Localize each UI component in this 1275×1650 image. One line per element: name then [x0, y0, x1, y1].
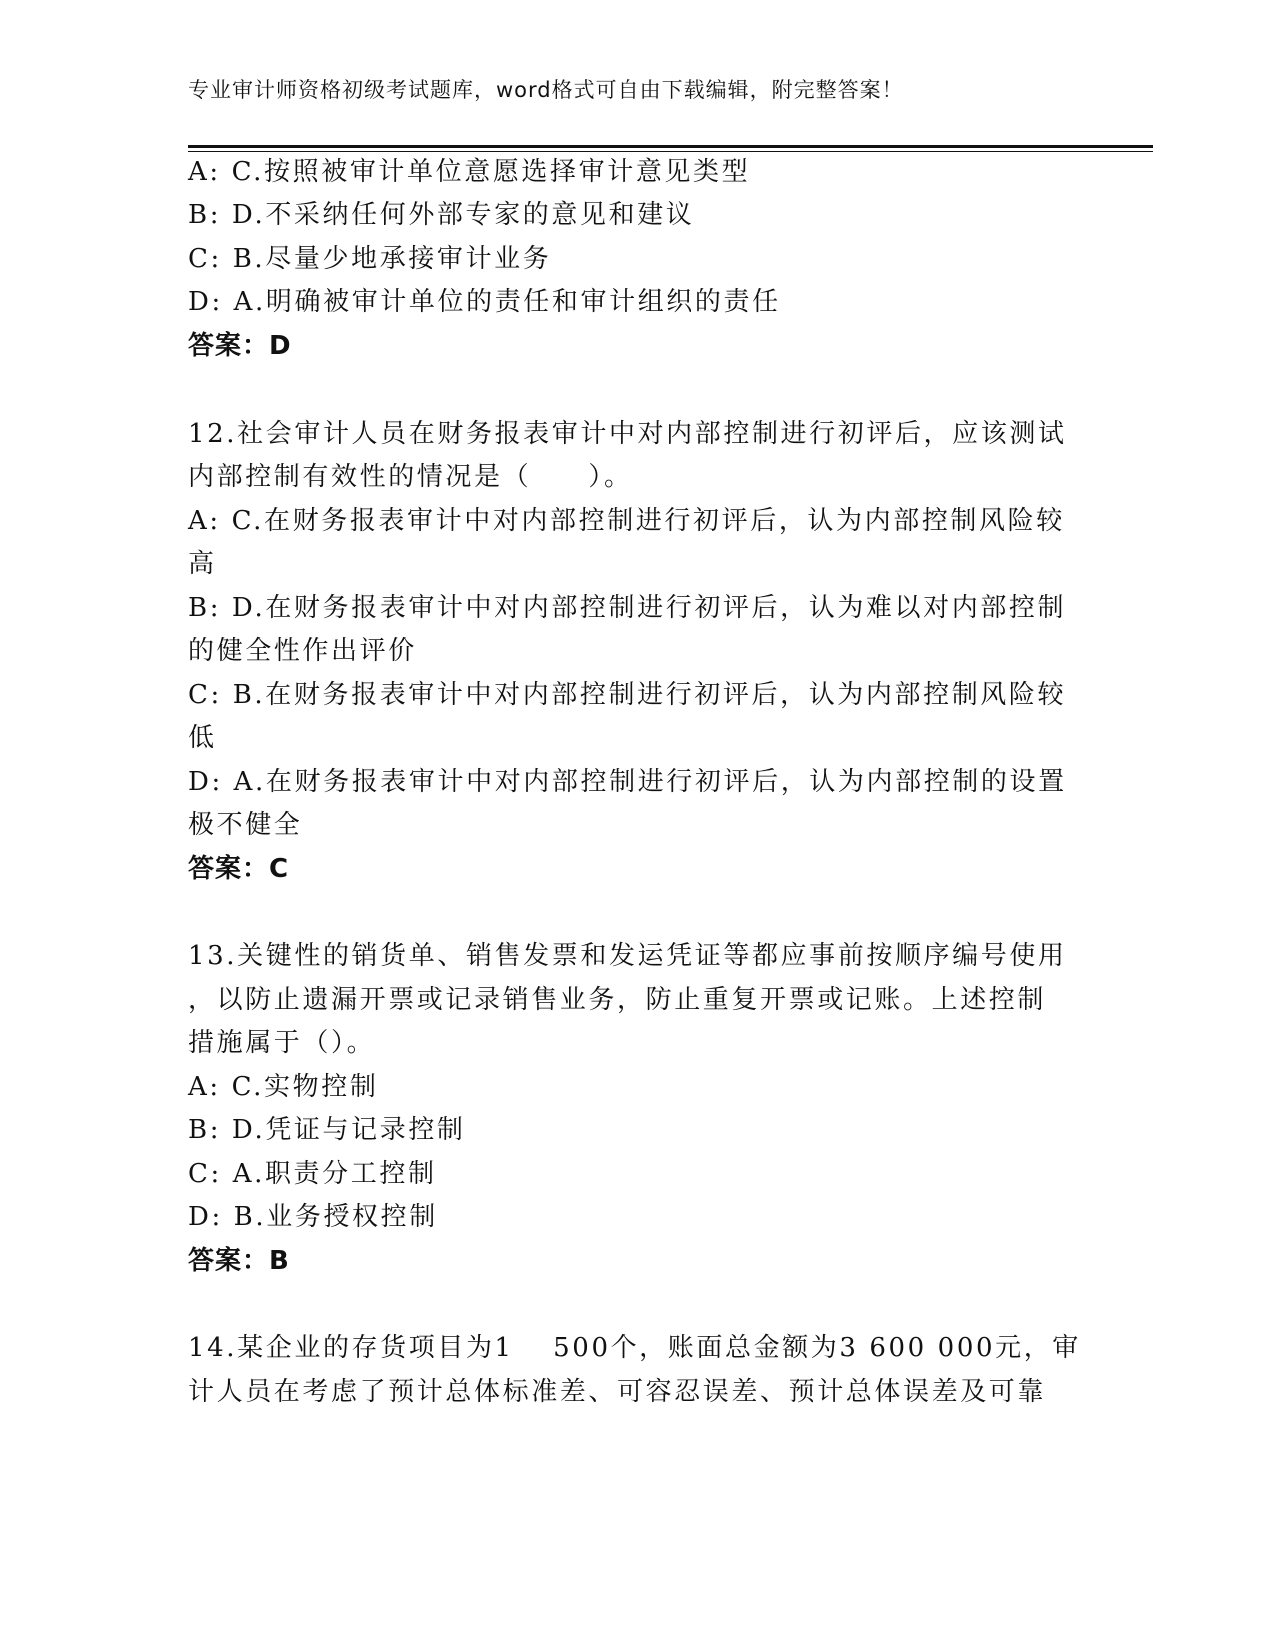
- q13-option-d: D: B.业务授权控制: [188, 1202, 438, 1232]
- q11-answer: 答案：D: [188, 331, 292, 361]
- q11-option-b: B: D.不采纳任何外部专家的意见和建议: [188, 200, 695, 230]
- q13-stem-line-2: ，以防止遗漏开票或记录销售业务，防止重复开票或记账。上述控制: [188, 985, 1047, 1015]
- header-divider-thin: [188, 151, 1153, 152]
- q11-option-d: D: A.明确被审计单位的责任和审计组织的责任: [188, 287, 781, 317]
- q12-option-d-line-1: D: A.在财务报表审计中对内部控制进行初评后，认为内部控制的设置: [188, 767, 1067, 797]
- q13-option-b: B: D.凭证与记录控制: [188, 1115, 466, 1145]
- q11-option-a: A: C.按照被审计单位意愿选择审计意见类型: [188, 157, 751, 187]
- q12-answer: 答案：C: [188, 854, 290, 884]
- q12-option-c-line-1: C: B.在财务报表审计中对内部控制进行初评后，认为内部控制风险较: [188, 680, 1067, 710]
- q13-option-a: A: C.实物控制: [188, 1072, 379, 1102]
- q12-option-c-line-2: 低: [188, 723, 217, 753]
- q12-option-a-line-1: A: C.在财务报表审计中对内部控制进行初评后，认为内部控制风险较: [188, 506, 1065, 536]
- q12-stem-line-1: 12.社会审计人员在财务报表审计中对内部控制进行初评后，应该测试: [188, 419, 1067, 449]
- q14-stem-line-2: 计人员在考虑了预计总体标准差、可容忍误差、预计总体误差及可靠: [188, 1377, 1047, 1407]
- q12-option-a-line-2: 高: [188, 549, 217, 579]
- page-header: 专业审计师资格初级考试题库，word格式可自由下载编辑，附完整答案！: [188, 78, 904, 102]
- q11-option-c: C: B.尽量少地承接审计业务: [188, 244, 552, 274]
- q14-stem-line-1: 14.某企业的存货项目为1 500个，账面总金额为3 600 000元，审: [188, 1333, 1081, 1363]
- q12-stem-line-2: 内部控制有效性的情况是（ ）。: [188, 462, 633, 492]
- q13-option-c: C: A.职责分工控制: [188, 1159, 437, 1189]
- q12-option-b-line-1: B: D.在财务报表审计中对内部控制进行初评后，认为难以对内部控制: [188, 593, 1067, 623]
- header-divider-thick: [188, 145, 1153, 148]
- q12-option-b-line-2: 的健全性作出评价: [188, 636, 417, 666]
- q13-stem-line-1: 13.关键性的销货单、销售发票和发运凭证等都应事前按顺序编号使用: [188, 941, 1067, 971]
- q13-answer: 答案：B: [188, 1246, 290, 1276]
- q13-stem-line-3: 措施属于（）。: [188, 1028, 376, 1058]
- q12-option-d-line-2: 极不健全: [188, 810, 303, 840]
